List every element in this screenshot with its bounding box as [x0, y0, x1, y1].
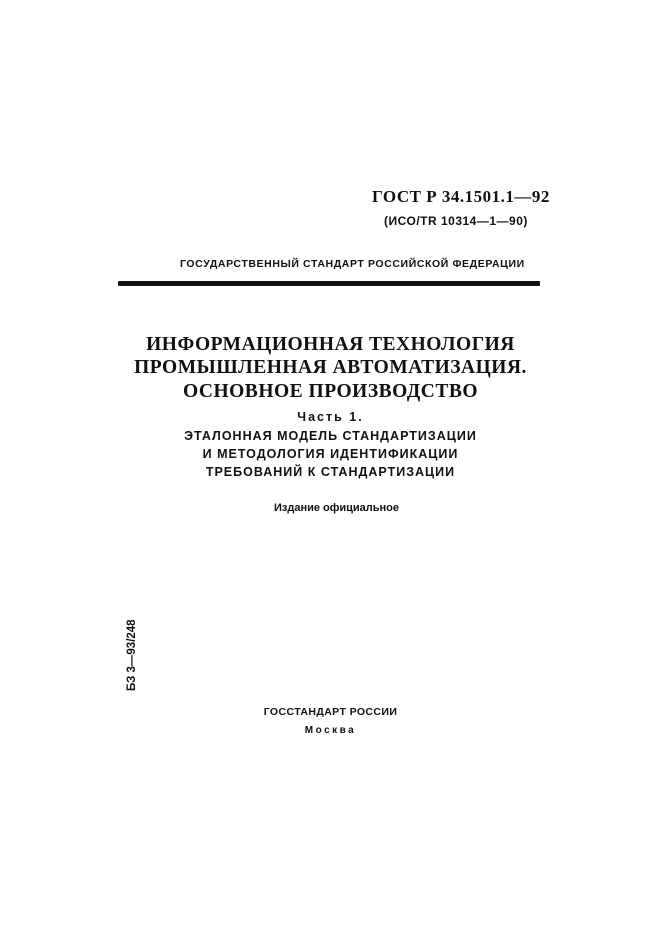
standard-number: ГОСТ Р 34.1501.1—92 — [372, 187, 550, 206]
publisher: ГОССТАНДАРТ РОССИИ — [263, 706, 398, 718]
edition-label: Издание официальное — [273, 502, 400, 514]
city: Москва — [304, 725, 357, 736]
part-label: Часть 1. — [297, 410, 364, 424]
iso-reference: (ИСО/TR 10314—1—90) — [384, 214, 528, 228]
subtitle-line-1: ЭТАЛОННАЯ МОДЕЛЬ СТАНДАРТИЗАЦИИ — [184, 429, 477, 443]
title-line-2: ПРОМЫШЛЕННАЯ АВТОМАТИЗАЦИЯ. — [134, 357, 527, 378]
title-line-3: ОСНОВНОЕ ПРОИЗВОДСТВО — [182, 381, 479, 402]
header-divider — [118, 281, 540, 286]
standard-type: ГОСУДАРСТВЕННЫЙ СТАНДАРТ РОССИЙСКОЙ ФЕДЕРАЦИИ — [180, 258, 525, 270]
title-line-1: ИНФОРМАЦИОННАЯ ТЕХНОЛОГИЯ — [146, 334, 515, 355]
subtitle-line-3: ТРЕБОВАНИЙ К СТАНДАРТИЗАЦИИ — [205, 465, 456, 479]
side-code: БЗ 3—93/248 — [126, 619, 138, 691]
subtitle-line-2: И МЕТОДОЛОГИЯ ИДЕНТИФИКАЦИИ — [202, 447, 459, 461]
